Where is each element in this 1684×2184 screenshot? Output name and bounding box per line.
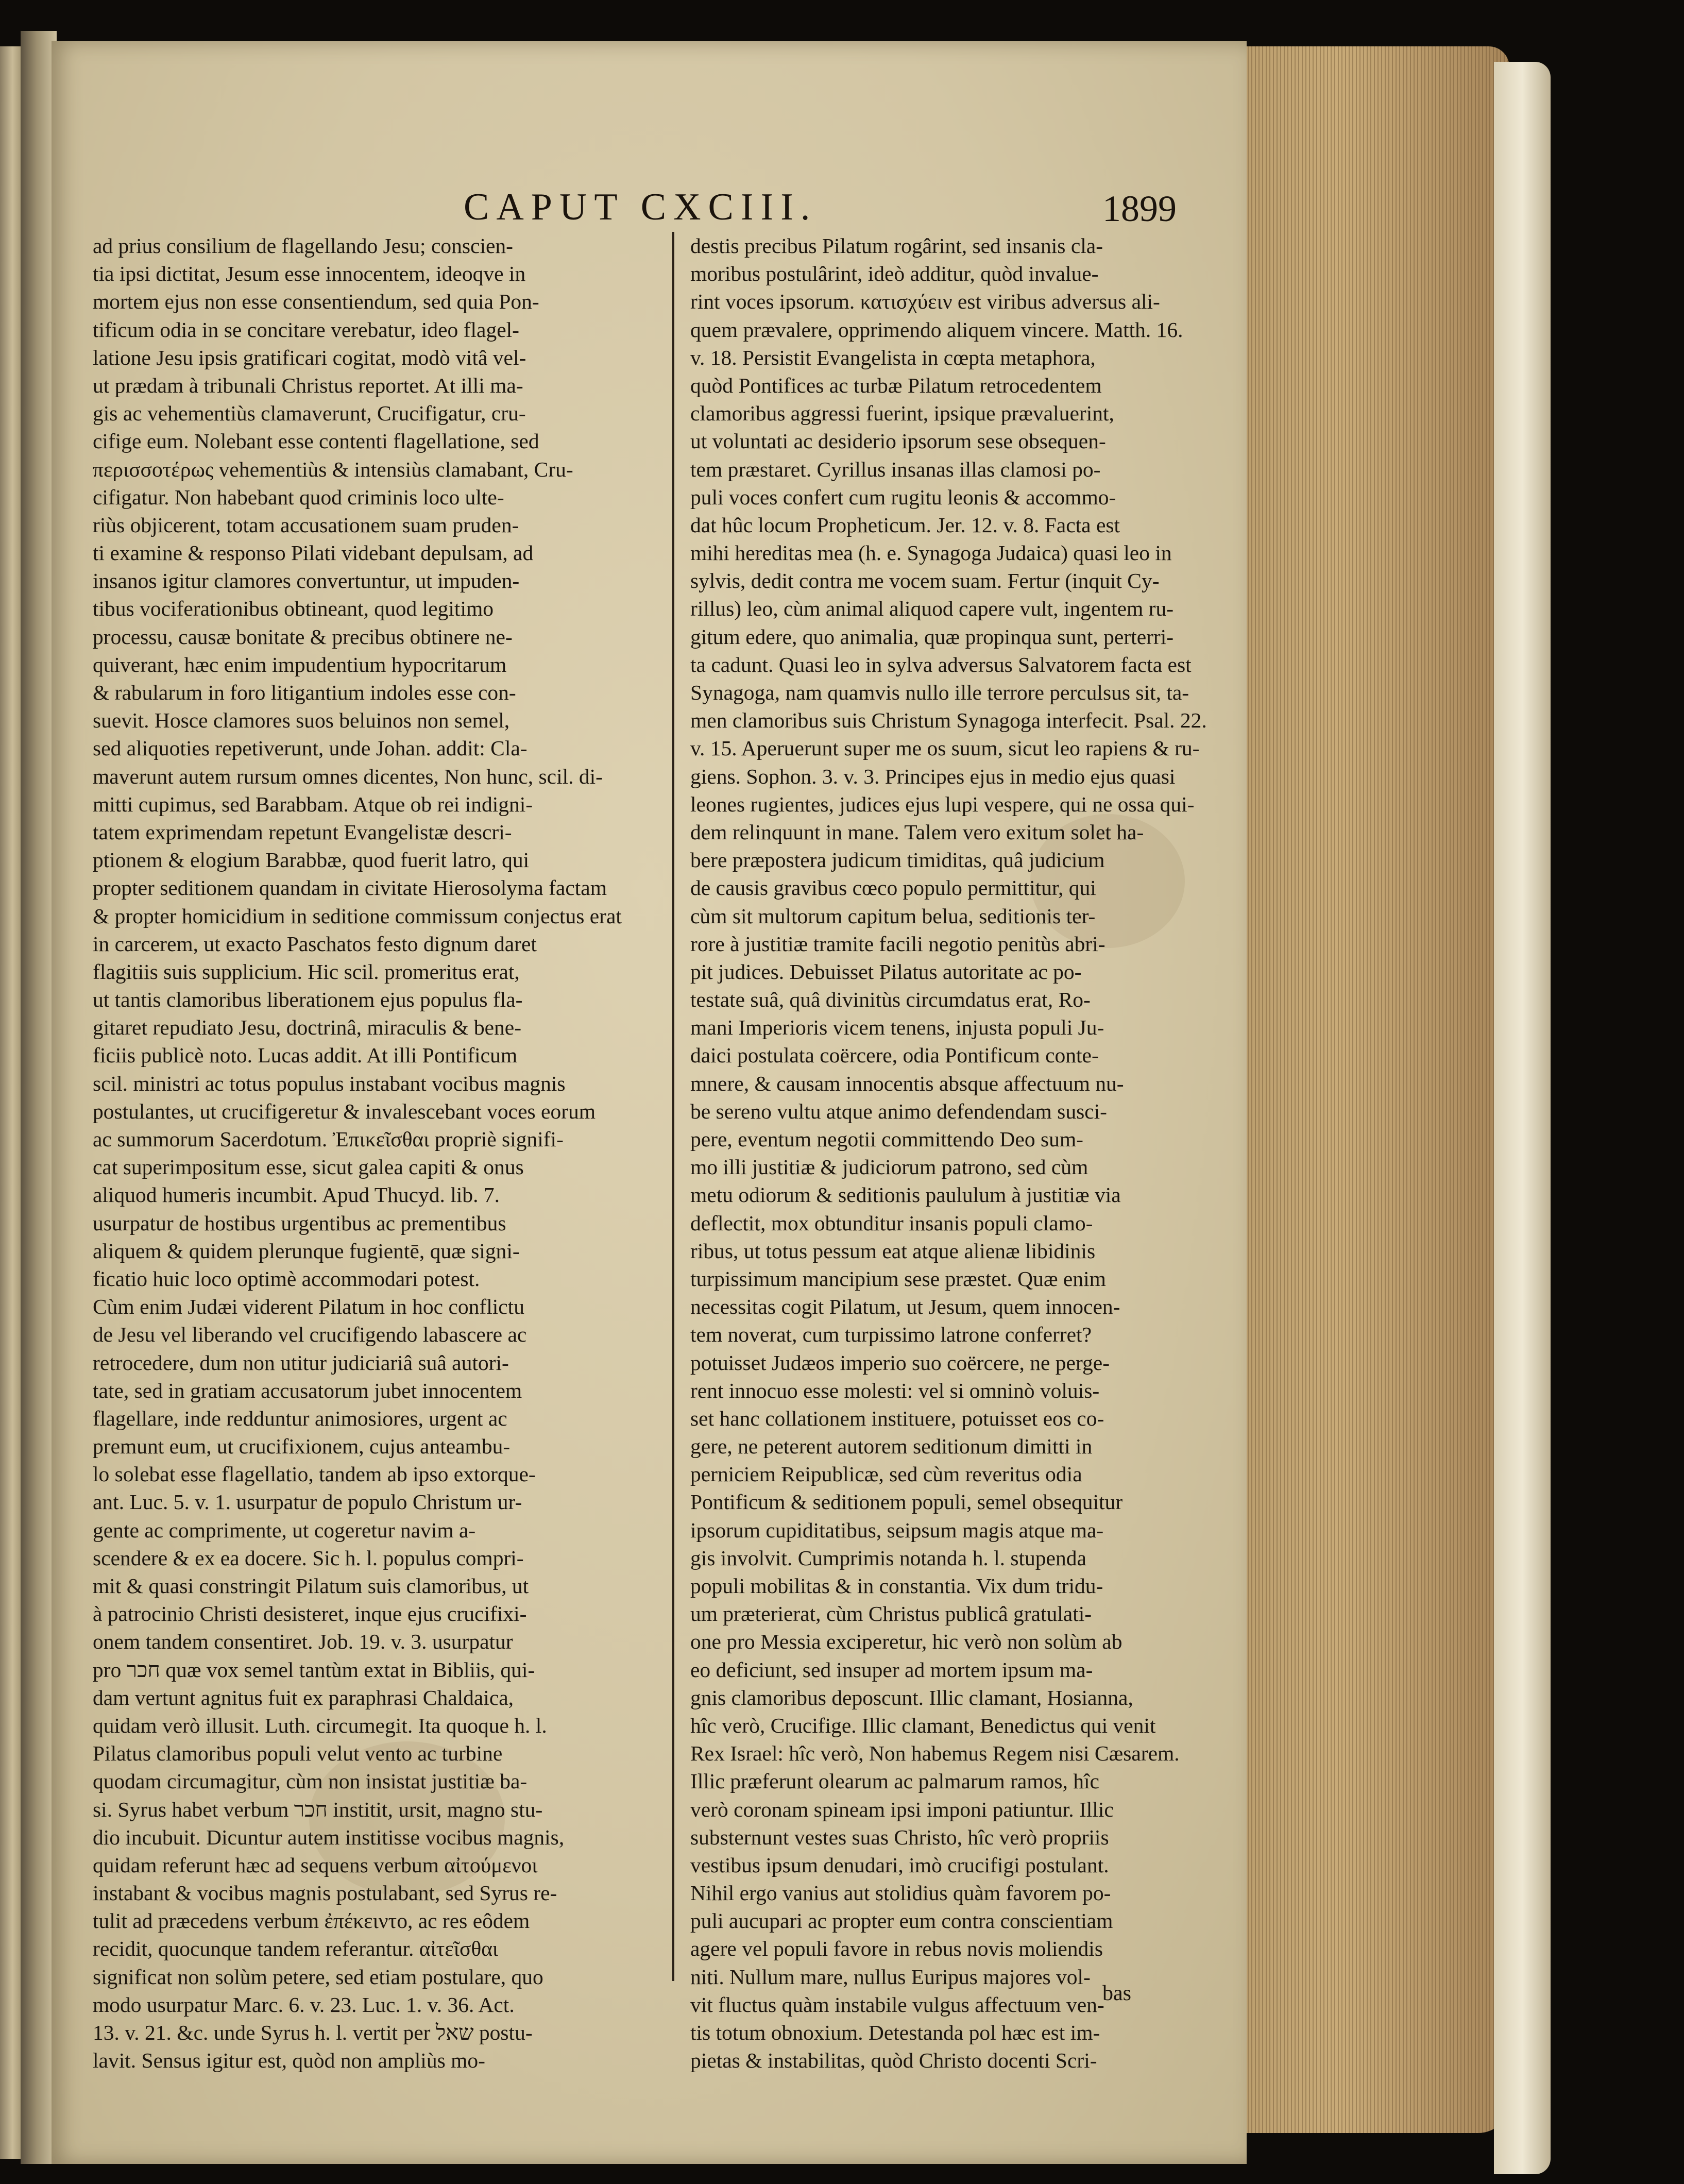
text-line: dio incubuit. Dicuntur autem institisse vocibus magnis, (93, 1825, 565, 1849)
text-line: mo illi justitiæ & judiciorum patrono, sed cùm (690, 1155, 1088, 1179)
text-line: tem noverat, cum turpissimo latrone conferret? (690, 1323, 1092, 1347)
text-line: tis totum obnoxium. Detestanda pol hæc est im- (690, 2021, 1100, 2044)
text-line: usurpatur de hostibus urgentibus ac prementibus (93, 1211, 506, 1235)
text-line: agere vel populi favore in rebus novis moliendis (690, 1937, 1103, 1961)
text-line: gnis clamoribus deposcunt. Illic clamant, Hosianna, (690, 1685, 1133, 1709)
text-line: sylvis, dedit contra me vocem suam. Fertur (inquit Cy- (690, 569, 1160, 593)
text-line: ant. Luc. 5. v. 1. usurpatur de populo Christum ur- (93, 1490, 522, 1514)
text-line: scendere & ex ea docere. Sic h. l. populus compri- (93, 1546, 524, 1570)
text-line: destis precibus Pilatum rogârint, sed insanis cla- (690, 234, 1103, 258)
column-rule (672, 232, 674, 1981)
text-line: Nihil ergo vanius aut stolidius quàm favorem po- (690, 1881, 1111, 1905)
text-line: mortem ejus non esse consentiendum, sed quia Pon- (93, 290, 539, 314)
text-line: daici postulata coërcere, odia Pontificum conte- (690, 1043, 1099, 1068)
text-line: quòd Pontifices ac turbæ Pilatum retrocedentem (690, 373, 1102, 397)
text-line: Cùm enim Judæi viderent Pilatum in hoc conflictu (93, 1295, 524, 1319)
facing-page-edge (0, 46, 21, 2159)
text-line: quidam referunt hæc ad sequens verbum αἰτούμενοι (93, 1853, 538, 1877)
text-line: metu odiorum & seditionis paululum à justitiæ via (690, 1183, 1121, 1207)
text-line: vestibus ipsum denudari, imò crucifigi postulant. (690, 1853, 1109, 1877)
text-line: v. 15. Aperuerunt super me os suum, sicut leo rapiens & ru- (690, 736, 1200, 760)
text-line: quem prævalere, opprimendo aliquem vincere. Matth. 16. (690, 317, 1183, 342)
text-line: ut tantis clamoribus liberationem ejus populus fla- (93, 988, 523, 1012)
text-line: hîc verò, Crucifige. Illic clamant, Benedictus qui venit (690, 1713, 1156, 1737)
text-line: tia ipsi dictitat, Jesum esse innocentem, ideoqve in (93, 262, 526, 286)
page-number: 1899 (1102, 188, 1177, 229)
text-line: & rabularum in foro litigantium indoles esse con- (93, 681, 516, 704)
text-line: insanos igitur clamores convertuntur, ut impuden- (93, 569, 520, 593)
text-line: tibus vociferationibus obtineant, quod legitimo (93, 597, 494, 621)
text-line: latione Jesu ipsis gratificari cogitat, modò vitâ vel- (93, 345, 526, 369)
text-line: moribus postulârint, ideò additur, quòd invalue- (690, 262, 1099, 286)
text-line: περισσοτέρως vehementiùs & intensiùs clamabant, Cru- (93, 457, 573, 481)
text-line: eo deficiunt, sed insuper ad mortem ipsum ma- (690, 1657, 1093, 1682)
text-line: flagitiis suis supplicium. Hic scil. promeritus erat, (93, 959, 520, 984)
text-line: potuisset Judæos imperio suo coërcere, ne perge- (690, 1350, 1110, 1375)
running-title: CAPUT CXCIII. (464, 186, 818, 228)
text-line: tem præstaret. Cyrillus insanas illas clamosi po- (690, 457, 1101, 481)
text-line: lo solebat esse flagellatio, tandem ab ipso extorque- (93, 1462, 536, 1486)
text-line: retrocedere, dum non utitur judiciariâ suâ autori- (93, 1350, 509, 1375)
text-line: substernunt vestes suas Christo, hîc verò propriis (690, 1825, 1109, 1849)
text-line: mnere, & causam innocentis absque affectuum nu- (690, 1071, 1124, 1095)
book-page (52, 41, 1247, 2164)
text-line: um præterierat, cùm Christus publicâ gratulati- (690, 1602, 1092, 1626)
text-line: cùm sit multorum capitum belua, seditionis ter- (690, 904, 1096, 928)
text-line: sed aliquoties repetiverunt, unde Johan. addit: Cla- (93, 736, 528, 760)
text-line: set hanc collationem instituere, potuisset eos co- (690, 1406, 1104, 1430)
text-line: ad prius consilium de flagellando Jesu; conscien- (93, 234, 513, 258)
text-line: Pontificum & seditionem populi, semel obsequitur (690, 1490, 1123, 1514)
text-line: 13. v. 21. &c. unde Syrus h. l. vertit per שאל postu- (93, 2021, 533, 2044)
text-line: gitum edere, quo animalia, quæ propinqua sunt, perterri- (690, 624, 1174, 649)
text-line: de Jesu vel liberando vel crucifigendo labascere ac (93, 1323, 527, 1347)
text-line: Rex Israel: hîc verò, Non habemus Regem nisi Cæsarem. (690, 1741, 1180, 1766)
text-line: turpissimum mancipium sese præstet. Quæ enim (690, 1266, 1106, 1291)
text-line: populi mobilitas & in constantia. Vix dum tridu- (690, 1574, 1103, 1598)
text-line: gere, ne peterent autorem seditionum dimitti in (690, 1434, 1093, 1459)
text-line: testate suâ, quâ divinitùs circumdatus erat, Ro- (690, 988, 1091, 1012)
text-line: verò coronam spineam ipsi imponi patiuntur. Illic (690, 1797, 1114, 1821)
text-line: gitaret repudiato Jesu, doctrinâ, miraculis & bene- (93, 1015, 522, 1040)
text-line: be sereno vultu atque animo defendendam susci- (690, 1099, 1107, 1123)
text-line: gente ac comprimente, ut cogeretur navim a- (93, 1518, 476, 1542)
text-line: mitti cupimus, sed Barabbam. Atque ob rei indigni- (93, 792, 533, 816)
text-line: ti examine & responso Pilati videbant depulsam, ad (93, 541, 534, 565)
text-line: dat hûc locum Propheticum. Jer. 12. v. 8. Facta est (690, 513, 1120, 537)
text-line: postulantes, ut crucifigeretur & invalescebant voces eorum (93, 1099, 596, 1123)
text-line: modo usurpatur Marc. 6. v. 23. Luc. 1. v. 36. Act. (93, 1992, 515, 2017)
text-line: onem tandem consentiret. Job. 19. v. 3. usurpatur (93, 1630, 513, 1654)
text-line: puli voces confert cum rugitu leonis & accommo- (690, 485, 1116, 509)
text-line: tulit ad præcedens verbum ἐπέκειντο, ac res eôdem (93, 1909, 530, 1933)
text-line: puli aucupari ac propter eum contra conscientiam (690, 1909, 1113, 1933)
text-line: mani Imperioris vicem tenens, injusta populi Ju- (690, 1015, 1104, 1040)
text-line: maverunt autem rursum omnes dicentes, Non hunc, scil. di- (93, 764, 603, 788)
text-line: Synagoga, nam quamvis nullo ille terrore perculsus sit, ta- (690, 681, 1189, 704)
text-line: significat non solùm petere, sed etiam postulare, quo (93, 1965, 543, 1989)
text-line: recidit, quocunque tandem referantur. αἰτεῖσθαι (93, 1937, 499, 1961)
text-line: processu, causæ bonitate & precibus obtinere ne- (93, 624, 513, 649)
text-line: ficatio huic loco optimè accommodari potest. (93, 1266, 480, 1291)
text-line: quodam circumagitur, cùm non insistat justitiæ ba- (93, 1769, 528, 1793)
text-line: instabant & vocibus magnis postulabant, sed Syrus re- (93, 1881, 557, 1905)
text-line: rillus) leo, cùm animal aliquod capere vult, ingentem ru- (690, 597, 1174, 621)
text-line: tificum odia in se concitare verebatur, ideo flagel- (93, 317, 519, 342)
text-column-left (93, 232, 659, 2073)
text-line: necessitas cogit Pilatum, ut Jesum, quem innocen- (690, 1295, 1120, 1319)
text-line: deflectit, mox obtunditur insanis populi clamo- (690, 1211, 1093, 1235)
text-line: cat superimpositum esse, sicut galea capiti & onus (93, 1155, 524, 1179)
text-line: premunt eum, ut crucifixionem, cujus anteambu- (93, 1434, 511, 1459)
text-line: cifigatur. Non habebant quod criminis loco ulte- (93, 485, 504, 509)
text-line: dem relinquunt in mane. Talem vero exitum solet ha- (690, 820, 1144, 844)
text-line: ac summorum Sacerdotum. Ἐπικεῖσθαι propriè signifi- (93, 1127, 564, 1151)
text-line: ribus, ut totus pessum eat atque alienæ libidinis (690, 1239, 1096, 1263)
text-line: giens. Sophon. 3. v. 3. Principes ejus in medio ejus quasi (690, 764, 1176, 788)
text-line: pit judices. Debuisset Pilatus autoritate ac po- (690, 959, 1082, 984)
text-line: rore à justitiæ tramite facili negotio penitùs abri- (690, 932, 1105, 956)
text-line: à patrocinio Christi desisteret, inque ejus crucifixi- (93, 1602, 527, 1626)
text-line: suevit. Hosce clamores suos beluinos non semel, (93, 708, 510, 733)
text-line: one pro Messia exciperetur, hic verò non solùm ab (690, 1630, 1122, 1654)
text-line: aliquod humeris incumbit. Apud Thucyd. lib. 7. (93, 1183, 500, 1207)
text-line: Illic præferunt olearum ac palmarum ramos, hîc (690, 1769, 1099, 1793)
book-cover-edge (1494, 62, 1551, 2174)
text-line: clamoribus aggressi fuerint, ipsique prævaluerint, (690, 401, 1114, 426)
text-line: de causis gravibus cœco populo permittitur, qui (690, 876, 1096, 900)
text-line: scil. ministri ac totus populus instabant vocibus magnis (93, 1071, 566, 1095)
text-line: pro חכר quæ vox semel tantùm extat in Bibliis, qui- (93, 1657, 535, 1682)
text-line: lavit. Sensus igitur est, quòd non ampliùs mo- (93, 2048, 485, 2073)
text-line: leones rugientes, judices ejus lupi vespere, qui ne ossa qui- (690, 792, 1195, 816)
text-line: flagellare, inde redduntur animosiores, urgent ac (93, 1406, 507, 1430)
text-line: ipsorum cupiditatibus, seipsum magis atque ma- (690, 1518, 1104, 1542)
text-line: pere, eventum negotii committendo Deo sum- (690, 1127, 1083, 1151)
text-line: ut prædam à tribunali Christus reportet. At illi ma- (93, 373, 523, 397)
text-line: pietas & instabilitas, quòd Christo docenti Scri- (690, 2048, 1097, 2073)
text-line: tate, sed in gratiam accusatorum jubet innocentem (93, 1378, 522, 1402)
text-line: mihi hereditas mea (h. e. Synagoga Judaica) quasi leo in (690, 541, 1172, 565)
text-line: dam vertunt agnitus fuit ex paraphrasi Chaldaica, (93, 1685, 514, 1709)
text-line: in carcerem, ut exacto Paschatos festo dignum daret (93, 932, 537, 956)
text-line: gis ac vehementiùs clamaverunt, Crucifigatur, cru- (93, 401, 526, 426)
text-line: & propter homicidium in seditione commissum conjectus erat (93, 904, 622, 928)
text-line: propter seditionem quandam in civitate Hierosolyma factam (93, 876, 607, 900)
text-line: si. Syrus habet verbum חכר institit, ursit, magno stu- (93, 1797, 543, 1821)
text-line: ficiis publicè noto. Lucas addit. At illi Pontificum (93, 1043, 518, 1068)
catchword: bas (1102, 1982, 1131, 2005)
text-line: ptionem & elogium Barabbæ, quod fuerit latro, qui (93, 848, 530, 872)
text-line: quiverant, hæc enim impudentium hypocritarum (93, 652, 507, 676)
text-line: rint voces ipsorum. κατισχύειν est viribus adversus ali- (690, 290, 1160, 314)
text-line: men clamoribus suis Christum Synagoga interfecit. Psal. 22. (690, 708, 1207, 733)
text-line: quidam verò illusit. Luth. circumegit. Ita quoque h. l. (93, 1713, 547, 1737)
text-line: niti. Nullum mare, nullus Euripus majores vol- (690, 1965, 1091, 1989)
text-line: vit fluctus quàm instabile vulgus affectuum ven- (690, 1992, 1104, 2017)
text-line: cifige eum. Nolebant esse contenti flagellatione, sed (93, 429, 539, 453)
page-block-edges (1226, 46, 1509, 2133)
text-line: gis involvit. Cumprimis notanda h. l. stupenda (690, 1546, 1086, 1570)
text-line: perniciem Reipublicæ, sed cùm reveritus odia (690, 1462, 1082, 1486)
text-line: ta cadunt. Quasi leo in sylva adversus Salvatorem facta est (690, 652, 1192, 676)
text-line: Pilatus clamoribus populi velut vento ac turbine (93, 1741, 503, 1766)
text-line: riùs objicerent, totam accusationem suam pruden- (93, 513, 519, 537)
text-line: bere præpostera judicum timiditas, quâ judicium (690, 848, 1105, 872)
text-line: rent innocuo esse molesti: vel si omninò voluis- (690, 1378, 1100, 1402)
text-line: v. 18. Persistit Evangelista in cœpta metaphora, (690, 345, 1096, 369)
text-line: ut voluntati ac desiderio ipsorum sese obsequen- (690, 429, 1106, 453)
text-line: tatem exprimendam repetunt Evangelistæ descri- (93, 820, 512, 844)
text-line: mit & quasi constringit Pilatum suis clamoribus, ut (93, 1574, 529, 1598)
text-line: aliquem & quidem plerunque fugientē, quæ signi- (93, 1239, 520, 1263)
